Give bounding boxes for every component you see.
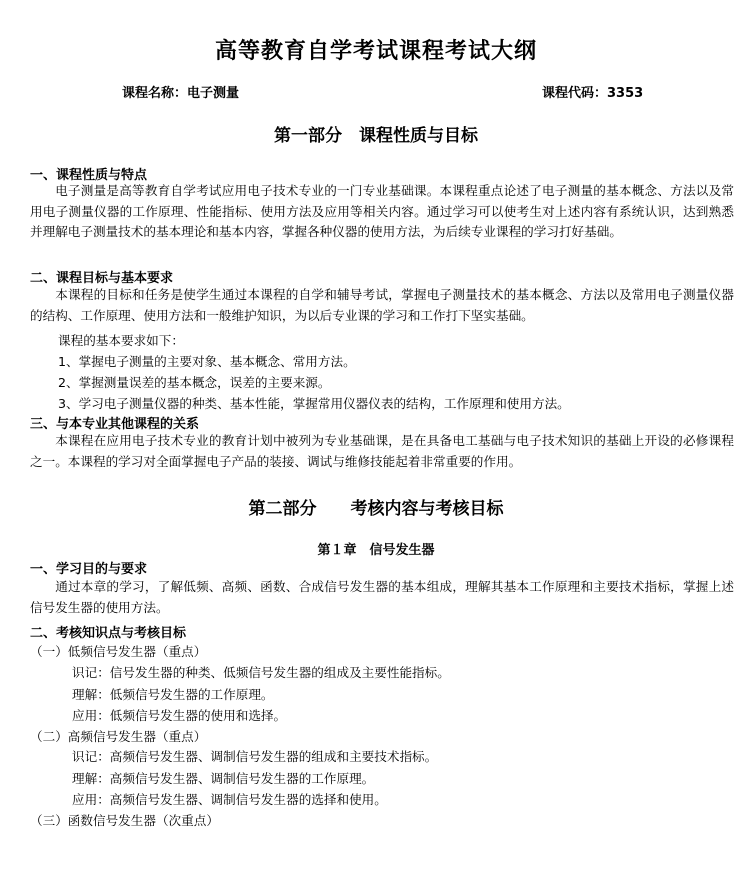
- list-item: 1、掌握电子测量的主要对象、基本概念、常用方法。: [58, 354, 356, 369]
- paragraph: 本课程的目标和任务是使学生通过本课程的自学和辅导考试，掌握电子测量技术的基本概念、方法以及常用电子测量仪器的结构、工作原理、使用方法和一般维护知识，为以后专业课的学习和工作打下坚实基础。: [30, 287, 734, 323]
- document-title: 高等教育自学考试课程考试大纲: [214, 38, 537, 64]
- course-code: 课程代码：3353: [542, 86, 644, 101]
- section-heading: 二、考核知识点与考核目标: [30, 626, 187, 641]
- paragraph: 通过本章的学习，了解低频、高频、函数、合成信号发生器的基本组成，理解其基本工作原理和主要技术指标，掌握上述信号发生器的使用方法。: [30, 579, 734, 615]
- part2-heading: 第二部分 考核内容与考核目标: [248, 499, 504, 519]
- knowledge-item-title: （二）高频信号发生器（重点）: [30, 729, 207, 744]
- knowledge-line: 应用：高频信号发生器、调制信号发生器的选择和使用。: [72, 792, 387, 807]
- knowledge-item-title: （一）低频信号发生器（重点）: [30, 644, 207, 659]
- chapter-heading: 第１章 信号发生器: [317, 543, 435, 558]
- list-item: 2、掌握测量误差的基本概念，误差的主要来源。: [58, 375, 331, 390]
- section-heading: 三、与本专业其他课程的关系: [30, 417, 200, 432]
- knowledge-line: 应用：低频信号发生器的使用和选择。: [72, 708, 287, 723]
- knowledge-line: 识记：高频信号发生器、调制信号发生器的组成和主要技术指标。: [72, 749, 438, 764]
- knowledge-line: 理解：高频信号发生器、调制信号发生器的工作原理。: [72, 771, 375, 786]
- knowledge-line: 理解：低频信号发生器的工作原理。: [72, 687, 274, 702]
- section-heading: 一、学习目的与要求: [30, 562, 148, 577]
- paragraph: 电子测量是高等教育自学考试应用电子技术专业的一门专业基础课。本课程重点论述了电子测量的基本概念、方法以及常用电子测量仪器的工作原理、性能指标、使用方法及应用等相关内容。通过学习可以使考生对上述内容有系统认识，达到熟悉并理解电子测量技术的基本理论和基本内容，掌握各种仪器的使用方法，为后续专业课程的学习打好基础。: [30, 183, 734, 240]
- section-heading: 二、课程目标与基本要求: [30, 271, 174, 286]
- section-heading: 一、课程性质与特点: [30, 168, 148, 183]
- paragraph: 本课程在应用电子技术专业的教育计划中被列为专业基础课，是在具备电工基础与电子技术知识的基础上开设的必修课程之一。本课程的学习对全面掌握电子产品的装接、调试与维修技能起着非常重要的作用。: [30, 433, 734, 469]
- part1-heading: 第一部分 课程性质与目标: [274, 126, 478, 146]
- knowledge-item-title: （三）函数信号发生器（次重点）: [30, 813, 219, 828]
- course-name: 课程名称：电子测量: [122, 86, 240, 101]
- knowledge-line: 识记：信号发生器的种类、低频信号发生器的组成及主要性能指标。: [72, 665, 450, 680]
- list-item: 3、学习电子测量仪器的种类、基本性能，掌握常用仪器仪表的结构，工作原理和使用方法。: [58, 396, 570, 411]
- requirements-intro: 课程的基本要求如下：: [58, 333, 184, 348]
